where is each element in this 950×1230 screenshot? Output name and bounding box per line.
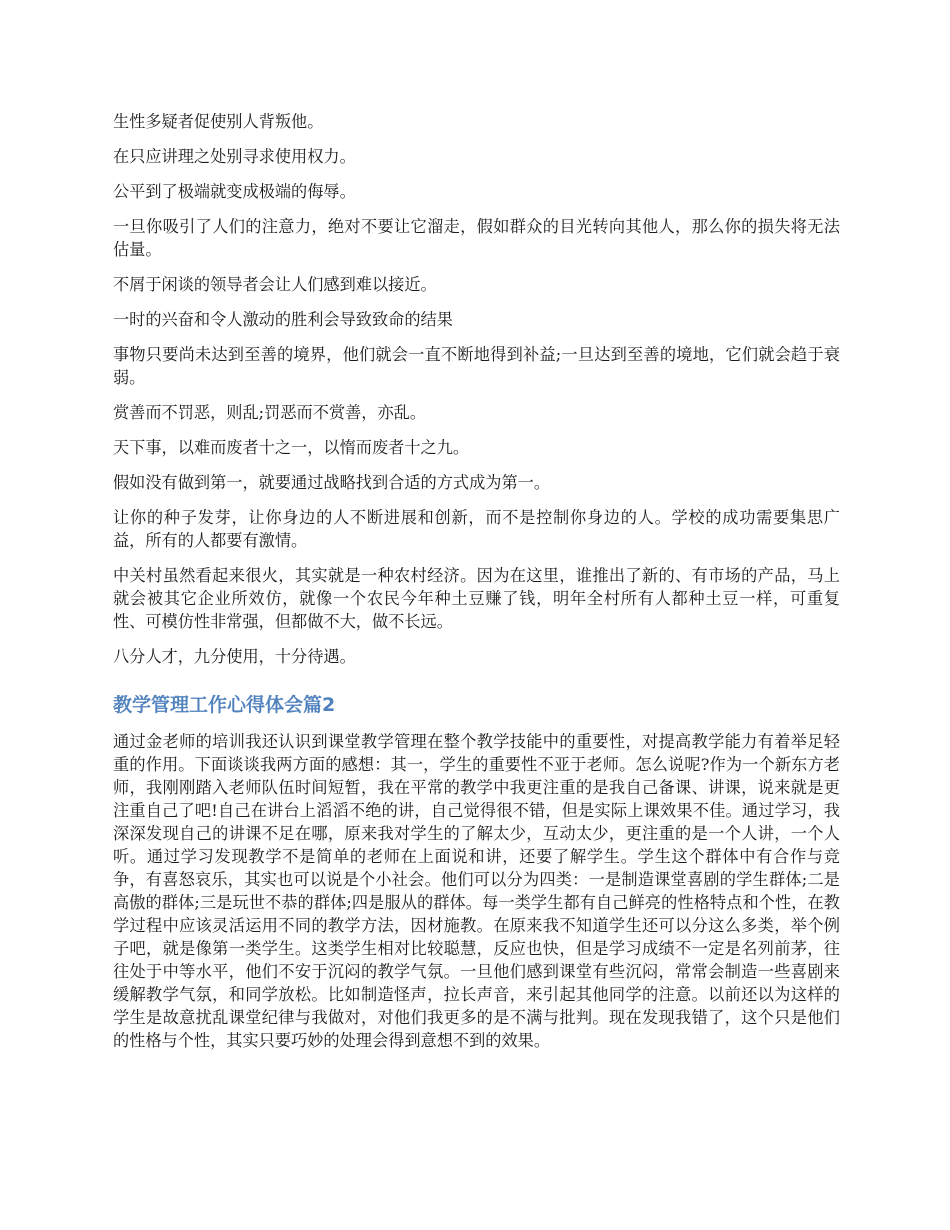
- section-body-paragraph: 通过金老师的培训我还认识到课堂教学管理在整个教学技能中的重要性，对提高教学能力有着举足轻重的作用。下面谈谈我两方面的感想：其一，学生的重要性不亚于老师。怎么说呢?作为一个新东方老师，我刚刚踏入老师队伍时间短暂，我在平常的教学中我更注重的是我自己备课、讲课，说来就是更注重自己了吧!自己在讲台上滔滔不绝的讲，自己觉得很不错，但是实际上课效果不佳。通过学习，我深深发现自己的讲课不足在哪，原来我对学生的了解太少，互动太少，更注重的是一个人讲，一个人听。通过学习发现教学不是简单的老师在上面说和讲，还要了解学生。学生这个群体中有合作与竞争，有喜怒哀乐，其实也可以说是个小社会。他们可以分为四类：一是制造课堂喜剧的学生群体;二是高傲的群体;三是玩世不恭的群体;四是服从的群体。每一类学生都有自己鲜亮的性格特点和个性，在教学过程中应该灵活运用不同的教学方法，因材施教。在原来我不知道学生还可以分这么多类，举个例子吧，就是像第一类学生。这类学生相对比较聪慧，反应也快，但是学习成绩不一定是名列前茅，往往处于中等水平，他们不安于沉闷的教学气氛。一旦他们感到课堂有些沉闷，常常会制造一些喜剧来缓解教学气氛，和同学放松。比如制造怪声，拉长声音，来引起其他同学的注意。以前还以为这样的学生是故意扰乱课堂纪律与我做对，对他们我更多的是不满与批判。现在发现我错了，这个只是他们的性格与个性，其实只要巧妙的处理会得到意想不到的效果。: [113, 732, 840, 1050]
- paragraph: 中关村虽然看起来很火，其实就是一种农村经济。因为在这里，谁推出了新的、有市场的产品，马上就会被其它企业所效仿，就像一个农民今年种土豆赚了钱，明年全村所有人都种土豆一样，可重复性、可模仿性非常强，但都做不大，做不长远。: [113, 566, 840, 631]
- paragraph: 一时的兴奋和令人激动的胜利会导致致命的结果: [113, 310, 453, 329]
- paragraph: 在只应讲理之处别寻求使用权力。: [113, 147, 356, 166]
- paragraph: 八分人才，九分使用，十分待遇。: [113, 647, 356, 666]
- paragraph: 赏善而不罚恶，则乱;罚恶而不赏善，亦乱。: [113, 403, 427, 422]
- section-heading: 教学管理工作心得体会篇2: [113, 694, 336, 716]
- paragraph: 让你的种子发芽，让你身边的人不断进展和创新，而不是控制你身边的人。学校的成功需要集思广益，所有的人都要有激情。: [113, 508, 840, 550]
- paragraph: 公平到了极端就变成极端的侮辱。: [113, 182, 356, 201]
- paragraph: 假如没有做到第一，就要通过战略找到合适的方式成为第一。: [113, 473, 551, 492]
- paragraph: 天下事，以难而废者十之一，以惰而废者十之九。: [113, 438, 470, 457]
- document-content: [113, 110, 840, 1064]
- paragraph: 不屑于闲谈的领导者会让人们感到难以接近。: [113, 275, 437, 294]
- paragraph: 生性多疑者促使别人背叛他。: [113, 112, 324, 131]
- paragraph: 一旦你吸引了人们的注意力，绝对不要让它溜走，假如群众的目光转向其他人，那么你的损失将无法估量。: [113, 217, 840, 259]
- paragraph: 事物只要尚未达到至善的境界，他们就会一直不断地得到补益;一旦达到至善的境地，它们就会趋于衰弱。: [113, 345, 840, 387]
